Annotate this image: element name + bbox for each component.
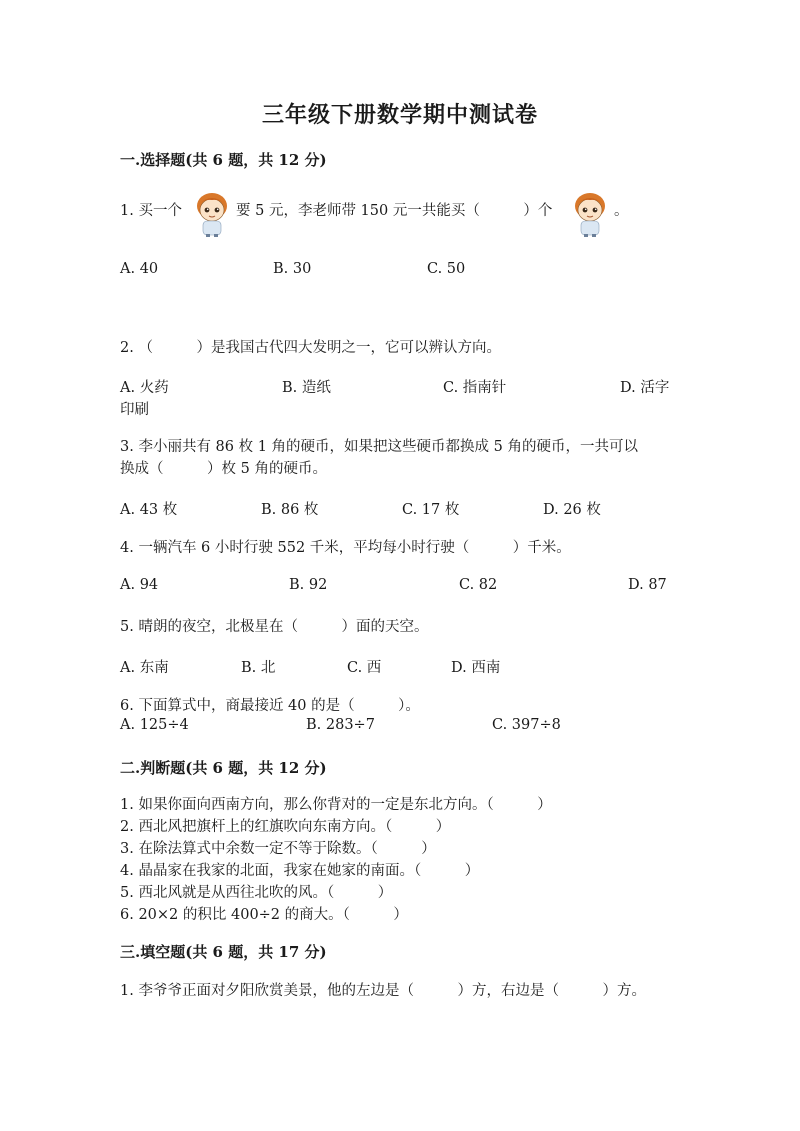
choice-q1-part3: 。 <box>614 203 629 219</box>
choice-q3-line2: 换成（ ）枚 5 角的硬币。 <box>120 461 327 477</box>
choice-q6-text: 6. 下面算式中，商最接近 40 的是（ ）。 <box>120 698 420 714</box>
choice-q4-option-a: A. 94 <box>120 577 159 593</box>
choice-q6-option-c: C. 397÷8 <box>492 717 561 733</box>
choice-q1-option-b: B. 30 <box>273 261 312 277</box>
judge-item: 4. 晶晶家在我家的北面，我家在她家的南面。（ ） <box>120 863 480 879</box>
judge-item: 6. 20×2 的积比 400÷2 的商大。（ ） <box>120 907 408 923</box>
choice-q2-option-a: A. 火药 <box>120 380 169 396</box>
choice-q2-option-d: D. 活字 <box>620 380 670 396</box>
choice-q4-option-b: B. 92 <box>289 577 328 593</box>
page-title: 三年级下册数学期中测试卷 <box>261 102 538 128</box>
choice-q4-option-c: C. 82 <box>459 577 498 593</box>
choice-q2-option-b: B. 造纸 <box>282 380 331 396</box>
choice-q3-option-a: A. 43 枚 <box>120 502 178 518</box>
fill-q1-text: 1. 李爷爷正面对夕阳欣赏美景，他的左边是（ ）方，右边是（ ）方。 <box>120 983 646 999</box>
choice-q1-part1: 1. 买一个 <box>120 203 182 219</box>
cartoon-boy-icon <box>190 190 234 238</box>
choice-q6-option-a: A. 125÷4 <box>120 717 189 733</box>
choice-q4-option-d: D. 87 <box>628 577 667 593</box>
choice-q4-text: 4. 一辆汽车 6 小时行驶 552 千米，平均每小时行驶（ ）千米。 <box>120 540 571 556</box>
choice-q3-option-c: C. 17 枚 <box>402 502 460 518</box>
cartoon-boy-icon <box>568 190 612 238</box>
section-heading-choice: 一.选择题(共 6 题，共 12 分) <box>120 151 327 169</box>
judge-item: 2. 西北风把旗杆上的红旗吹向东南方向。（ ） <box>120 819 451 835</box>
section-heading-fill: 三.填空题(共 6 题，共 17 分) <box>120 943 327 961</box>
choice-q2-option-c: C. 指南针 <box>443 380 507 396</box>
choice-q5-option-c: C. 西 <box>347 660 382 676</box>
choice-q3-option-d: D. 26 枚 <box>543 502 601 518</box>
choice-q1-option-a: A. 40 <box>120 261 159 277</box>
choice-q6-option-b: B. 283÷7 <box>306 717 375 733</box>
choice-q3-option-b: B. 86 枚 <box>261 502 319 518</box>
choice-q5-option-d: D. 西南 <box>451 660 501 676</box>
choice-q5-option-b: B. 北 <box>241 660 276 676</box>
judge-item: 5. 西北风就是从西往北吹的风。（ ） <box>120 885 393 901</box>
choice-q2-text: 2. （ ）是我国古代四大发明之一，它可以辨认方向。 <box>120 340 501 356</box>
choice-q2-option-d-wrap: 印刷 <box>120 402 149 418</box>
choice-q1-option-c: C. 50 <box>427 261 466 277</box>
choice-q1-part2: 要 5 元，李老师带 150 元一共能买（ ）个 <box>236 203 553 219</box>
choice-q5-option-a: A. 东南 <box>120 660 169 676</box>
choice-q5-text: 5. 晴朗的夜空，北极星在（ ）面的天空。 <box>120 619 429 635</box>
judge-item: 3. 在除法算式中余数一定不等于除数。（ ） <box>120 841 436 857</box>
judge-item: 1. 如果你面向西南方向，那么你背对的一定是东北方向。（ ） <box>120 797 552 813</box>
choice-q3-line1: 3. 李小丽共有 86 枚 1 角的硬币，如果把这些硬币都换成 5 角的硬币，一共可以 <box>120 439 638 455</box>
section-heading-judge: 二.判断题(共 6 题，共 12 分) <box>120 759 327 777</box>
